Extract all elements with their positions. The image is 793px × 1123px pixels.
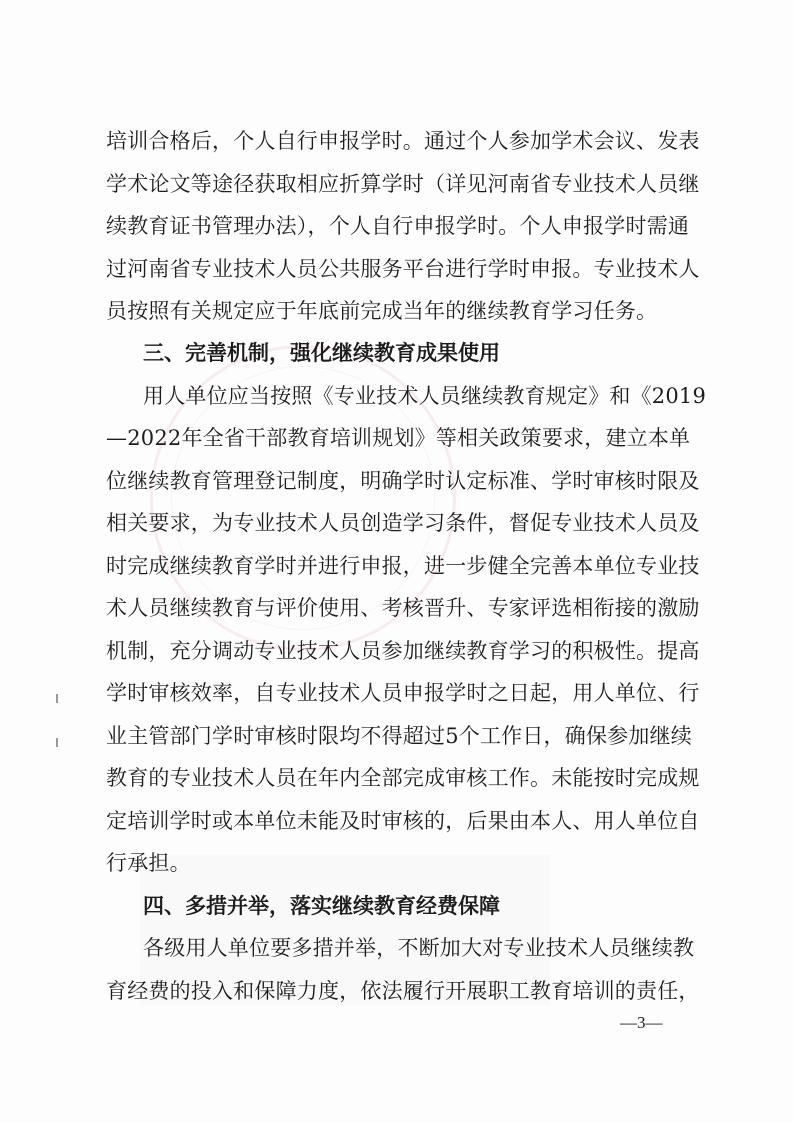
body-line: 行承担。 — [106, 851, 191, 875]
body-line: 育经费的投入和保障力度，依法履行开展职工教育培训的责任， — [106, 979, 700, 1003]
body-line: 相关要求，为专业技术人员创造学习条件，督促专业技术人员及 — [106, 511, 700, 535]
body-line: 员按照有关规定应于年底前完成当年的继续教育学习任务。 — [106, 299, 658, 323]
body-line: 定培训学时或本单位未能及时审核的，后果由本人、用人单位自 — [106, 809, 700, 833]
body-line: 机制，充分调动专业技术人员参加继续教育学习的积极性。提高 — [106, 639, 700, 663]
section-heading-4: 四、多措并举，落实继续教育经费保障 — [143, 894, 500, 918]
scan-margin-mark — [56, 738, 58, 747]
body-line: 术人员继续教育与评价使用、考核晋升、专家评选相衔接的激励 — [106, 596, 700, 620]
body-line: 续教育证书管理办法），个人自行申报学时。个人申报学时需通 — [106, 214, 690, 238]
section-heading-3: 三、完善机制，强化继续教育成果使用 — [143, 341, 500, 365]
scan-margin-mark — [56, 694, 58, 703]
body-line: 业主管部门学时审核时限均不得超过5个工作日，确保参加继续 — [106, 724, 692, 748]
body-line: 过河南省专业技术人员公共服务平台进行学时申报。专业技术人 — [106, 257, 700, 281]
body-line: 各级用人单位要多措并举，不断加大对专业技术人员继续教 — [143, 936, 695, 960]
body-line: 培训合格后，个人自行申报学时。通过个人参加学术会议、发表 — [106, 129, 700, 153]
body-line: 学术论文等途径获取相应折算学时（详见河南省专业技术人员继 — [106, 172, 700, 196]
body-line: 用人单位应当按照《专业技术人员继续教育规定》和《2019 — [143, 384, 707, 408]
page-number: —3— — [620, 1013, 663, 1032]
body-line: 时完成继续教育学时并进行申报，进一步健全完善本单位专业技 — [106, 554, 700, 578]
body-line: 学时审核效率，自专业技术人员申报学时之日起，用人单位、行 — [106, 681, 700, 705]
body-line: 教育的专业技术人员在年内全部完成审核工作。未能按时完成规 — [106, 766, 700, 790]
body-line: —2022年全省干部教育培训规划》等相关政策要求，建立本单 — [106, 426, 691, 450]
body-line: 位继续教育管理登记制度，明确学时认定标准、学时审核时限及 — [106, 469, 700, 493]
